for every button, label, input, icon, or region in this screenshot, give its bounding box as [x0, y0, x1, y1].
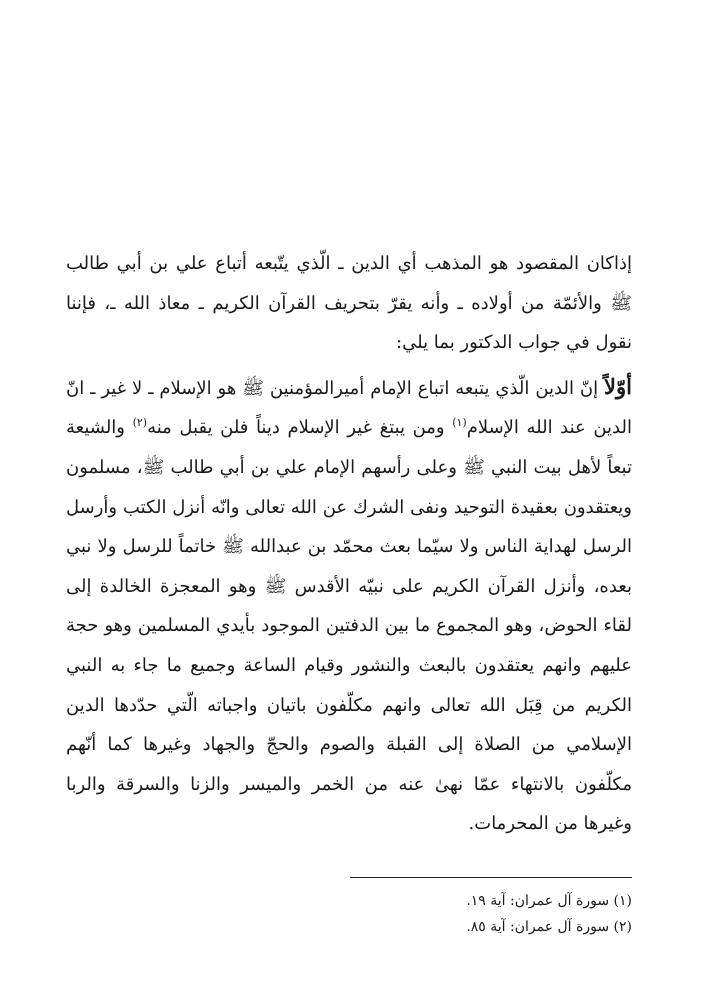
- page-body: [66, 244, 632, 844]
- footnote-ref-1[interactable]: (١): [452, 416, 467, 430]
- footnote-2: (٢) سورة آل عمران: آية ٨٥.: [466, 919, 632, 935]
- first-paragraph-part2: ومن يبتغ غير الإسلام ديناً فلن يقبل منه: [147, 417, 445, 439]
- footnote-ref-2[interactable]: (٢): [132, 416, 148, 430]
- first-paragraph-part1: إنّ الدين الّذي يتبعه اتباع الإمام أميرالمؤمنين ﷺ هو الإسلام ـ لا غير ـ انّ الدين عند الله الإسلام: [66, 377, 632, 439]
- intro-paragraph: إذاكان المقصود هو المذهب أي الدين ـ الّذي يتّبعه أتباع علي بن أبي طالب ﷺ والأئمّة من أولاده ـ وأنه يقرّ بتحريف القرآن الكريم ـ معاذ الله ـ، فإننا نقول في جواب الدكتور بما يلي:: [66, 253, 632, 354]
- lead-word: أوّلاً: [604, 373, 632, 399]
- footnote-1: (١) سورة آل عمران: آية ١٩.: [466, 893, 632, 909]
- footnotes: [332, 888, 632, 940]
- first-paragraph: [66, 367, 632, 844]
- footnote-divider: [350, 877, 632, 878]
- first-paragraph-part3: والشيعة تبعاً لأهل بيت النبي ﷺ وعلى رأسهم الإمام علي بن أبي طالب ﷺ، مسلمون ويعتقدون بعقيدة التوحيد ونفى الشرك عن الله تعالى وانّه أنزل الكتب وأرسل الرسل لهداية الناس ولا سيّما بعث محمّد بن عبدالله ﷺ خاتماً للرسل ولا نبي بعده، وأنزل القرآن الكريم على نبيّه الأقدس ﷺ وهو المعجزة الخالدة إلى لقاء الحوض، وهو المجموع ما بين الدفتين الموجود بأيدي المسلمين وهو حجة عليهم وانهم يعتقدون بالبعث والنشور وقيام الساعة وجميع ما جاء به النبي الكريم من قِبَل الله تعالى وانهم مكلّفون باتيان واجباته الّتي حدّدها الدين الإسلامي من الصلاة إلى القبلة والصوم والحجّ والجهاد وغيرها كما أنّهم مكلّفون بالانتهاء عمّا نهىٰ عنه من الخمر والميسر والزنا والسرقة والربا وغيرها من المحرمات.: [66, 417, 632, 835]
